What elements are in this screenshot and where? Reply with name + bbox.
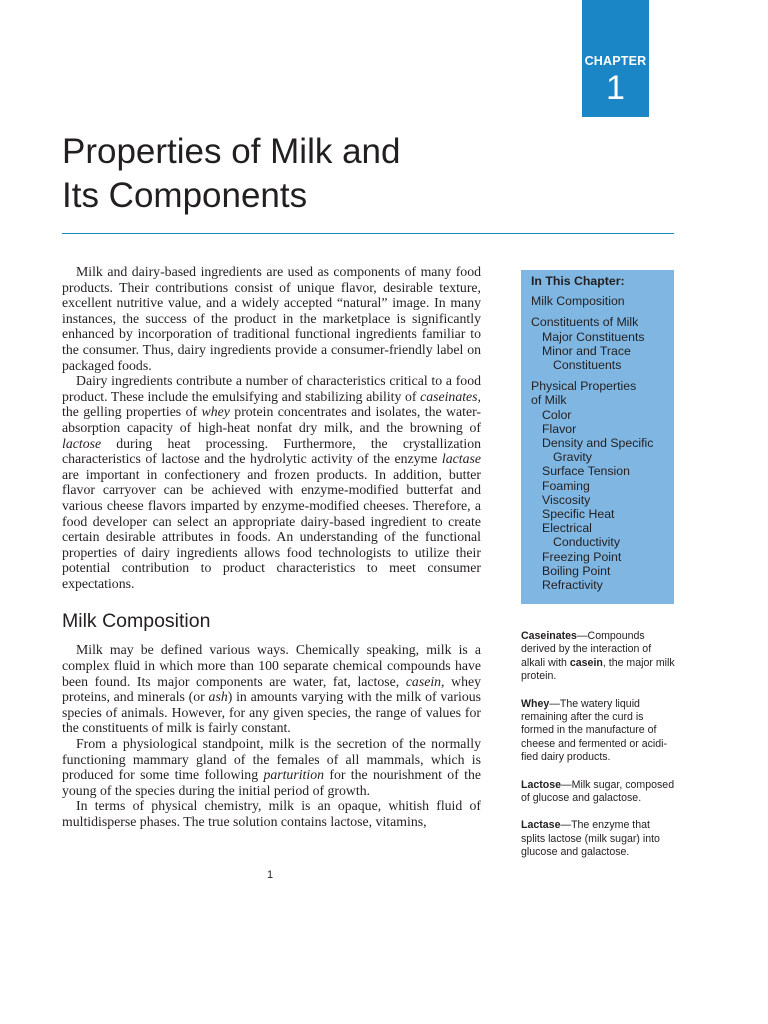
contents-subitem: Viscosity	[542, 492, 591, 507]
glossary-term: Lactase	[521, 819, 561, 832]
contents-subitem: Specific Heat	[542, 507, 615, 522]
chapter-label: CHAPTER	[584, 54, 647, 68]
glossary-term: Caseinates	[521, 630, 577, 642]
glossary-entry-whey: Whey—The watery liquid remaining after the curd is formed in the manufacture of cheese and fermented or acidified dairy products.	[521, 697, 668, 764]
contents-subitem: Surface Tension	[542, 464, 630, 479]
contents-subitem: Foaming	[542, 478, 590, 493]
contents-subitem: Electrical	[542, 521, 592, 536]
contents-group-2	[531, 315, 664, 372]
term-lactose: lactose	[62, 435, 102, 451]
contents-subitem: Density and Specific	[542, 436, 654, 451]
term-ash: ash	[208, 689, 228, 705]
glossary-term: casein	[569, 656, 603, 669]
contents-heading: In This Chapter:	[531, 274, 625, 288]
contents-subitem: Freezing Point	[542, 549, 622, 564]
title-line-1: Properties of Milk and	[62, 132, 401, 171]
contents-item: of Milk	[531, 393, 567, 408]
contents-subitem: Minor and Trace	[542, 343, 631, 358]
contents-subitem-continued: Constituents	[553, 358, 622, 373]
chapter-number: 1	[606, 69, 625, 107]
contents-subitem: Boiling Point	[542, 563, 611, 578]
glossary-term: Lactose	[521, 778, 562, 791]
contents-subitem-continued: Conductivity	[553, 535, 620, 550]
contents-item: Physical Properties	[531, 379, 637, 394]
section-paragraph-2: From a physiological standpoint, milk is the secretion of the normally functioning mammary gland of the females of all mammals, which is produced for some time following parturition for the nourishment of the young of the species during the initial period of growth.	[62, 736, 481, 798]
chapter-contents-box	[521, 270, 674, 604]
contents-subitem-continued: Gravity	[553, 450, 592, 465]
page-number: 1	[266, 869, 274, 881]
contents-subitem: Major Constituents	[542, 329, 645, 344]
contents-subitem: Refractivity	[542, 578, 603, 593]
title-divider	[62, 233, 674, 234]
glossary-term: Whey	[521, 697, 550, 710]
term-whey: whey	[201, 404, 230, 420]
contents-group-1	[531, 294, 664, 308]
margin-glossary	[521, 630, 676, 874]
contents-group-3	[531, 379, 664, 592]
term-parturition: parturition	[263, 767, 325, 783]
section-paragraph-1: Milk may be defined various ways. Chemically speaking, milk is a complex fluid in which more than 100 separate chemical compounds have been found. Its major components are water, fat, lactose, casein, whey proteins, and minerals (or ash) in amounts varying with the milk of various species of animals. However, for any given species, the range of values for the constituents of milk is fairly constant.	[62, 642, 481, 736]
contents-item: Constituents of Milk	[531, 315, 639, 330]
body-text	[62, 264, 481, 830]
contents-subitem: Flavor	[542, 421, 577, 436]
intro-paragraph-1: Milk and dairy-based ingredients are used as components of many food products. Their contributions consist of unique flavor, desirable texture, excellent nutritive value, and a widely accepted “natural” image. In many instances, the success of the product in the marketplace is significantly enhanced by incorporation of traditional functional ingredients familiar to the consumer. Thus, dairy ingredients provide a consumer-friendly label on packaged foods.	[62, 264, 481, 373]
contents-subitem: Color	[542, 407, 572, 422]
glossary-entry-lactase: Lactase—The enzyme that splits lactose (milk sugar) into glucose and galactose.	[521, 819, 660, 859]
glossary-entry-caseinates: Caseinates—Compounds derived by the interaction of alkali with casein, the major milk protein.	[521, 630, 675, 683]
chapter-title	[62, 130, 662, 218]
term-casein: casein,	[405, 673, 445, 689]
glossary-entry-lactose: Lactose—Milk sugar, composed of glucose and galactose.	[521, 778, 675, 805]
contents-item: Milk Composition	[531, 294, 625, 309]
section-heading: Milk Composition	[62, 610, 211, 633]
title-line-2: Its Components	[62, 176, 308, 215]
term-caseinates: caseinates,	[420, 388, 481, 404]
intro-paragraph-2: Dairy ingredients contribute a number of characteristics critical to a food product. These include the emulsifying and stabilizing ability of caseinates, the gelling properties of whey protein concentrates and isolates, the water-absorption capacity of high-heat nonfat dry milk, and the browning of lactose during heat processing. Furthermore, the crystallization characteristics of lactose and the hydrolytic activity of the enzyme lactase are important in confectionery and frozen products. In addition, butter flavor carryover can be achieved with enzyme-modified butterfat and various cheese flavors imparted by enzyme-modified cheeses. Therefore, a food developer can select an appropriate dairy-based ingredient to create certain desirable attributes in foods. An understanding of the functional properties of dairy ingredients allows food technologists to utilize their potential contribution to product characteristics to meet consumer expectations.	[62, 373, 481, 591]
chapter-tab	[582, 0, 649, 117]
term-lactase: lactase	[441, 451, 481, 467]
section-paragraph-3: In terms of physical chemistry, milk is an opaque, whitish fluid of multidisperse phases. The true solution contains lactose, vitamins,	[62, 798, 481, 829]
